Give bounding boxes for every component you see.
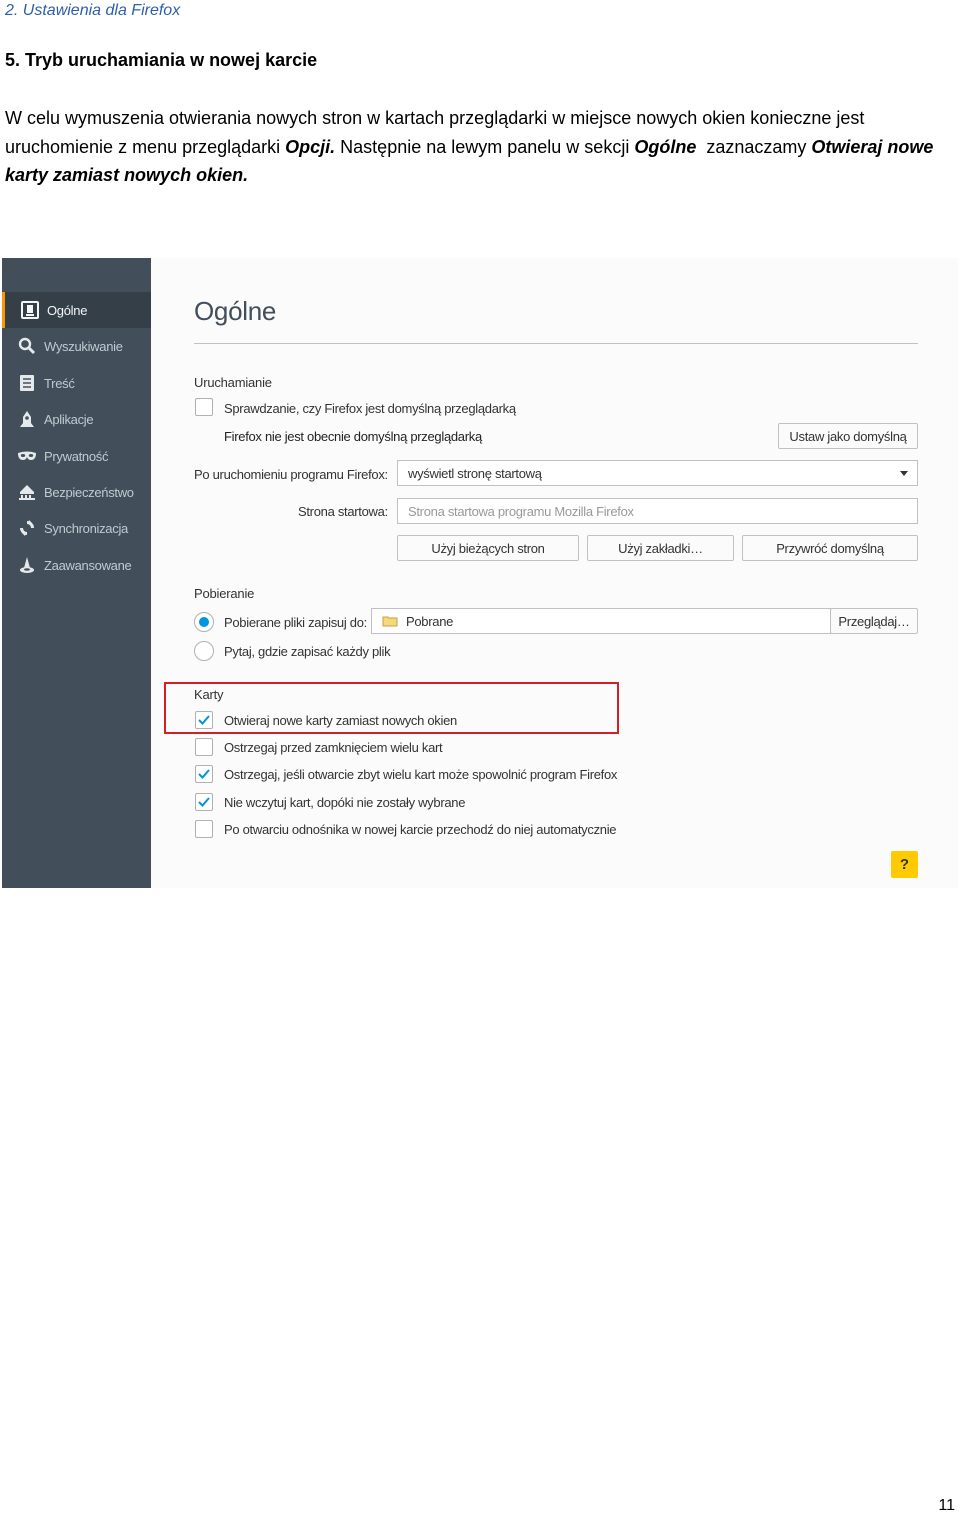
not-default-text: Firefox nie jest obecnie domyślną przeglądarką [224,429,482,444]
pane-title: Ogólne [194,296,277,326]
restore-default-button[interactable]: Przywróć domyślną [742,535,918,561]
sidebar-item-privacy[interactable] [2,438,151,474]
on-start-value: wyświetl stronę startową [408,465,542,481]
sidebar-item-advanced[interactable] [2,547,151,583]
emphasis-otwieraj: Otwieraj nowe karty zamiast nowych okien. [5,136,934,185]
homepage-input[interactable] [397,498,918,524]
startup-heading: Uruchamianie [194,375,272,390]
on-start-label: Po uruchomieniu programu Firefox: [194,467,388,482]
sidebar-item-security[interactable] [2,474,151,510]
ask-each-file-label: Pytaj, gdzie zapisać każdy plik [224,644,391,659]
tab-option-label: Ostrzegaj, jeśli otwarcie zbyt wielu kart może spowolnić program Firefox [224,767,618,782]
save-to-label: Pobierane pliki zapisuj do: [224,615,367,630]
set-default-button[interactable]: Ustaw jako domyślną [778,423,918,449]
save-to-radio[interactable] [194,612,214,632]
tab-option-checkbox[interactable] [195,738,213,756]
tab-option-checkbox[interactable] [195,765,213,783]
options-sidebar [2,258,151,888]
folder-icon [382,615,398,627]
privacy-mask-icon [16,445,38,467]
page-number: 11 [938,1497,955,1514]
ask-each-file-radio[interactable] [194,641,214,661]
tab-option-label: Nie wczytuj kart, dopóki nie zostały wybrane [224,795,466,810]
instruction-paragraph: W celu wymuszenia otwierania nowych stron w kartach przeglądarki w miejsce nowych okien konieczne jest uruchomienie z menu przeglądarki Opcji. Następnie na lewym panelu w sekcji Ogólne zaznaczamy Otwieraj nowe karty zamiast nowych okien. [5,108,934,185]
general-icon [19,299,41,321]
sidebar-item-label: Synchronizacja [44,520,128,536]
tab-option-label: Otwieraj nowe karty zamiast nowych okien [224,713,457,728]
use-bookmark-button[interactable]: Użyj zakładki… [587,535,734,561]
title-divider [194,343,918,344]
advanced-icon [16,554,38,576]
sidebar-item-sync[interactable] [2,510,151,546]
sidebar-item-label: Wyszukiwanie [44,338,123,354]
chevron-down-icon [900,471,908,476]
emphasis-ogolne: Ogólne [634,136,697,157]
sidebar-item-applications[interactable] [2,401,151,437]
on-start-dropdown[interactable] [397,460,918,486]
download-folder-value: Pobrane [406,613,454,629]
browse-button[interactable]: Przeglądaj… [830,608,918,634]
check-default-label: Sprawdzanie, czy Firefox jest domyślną przeglądarką [224,401,516,416]
sidebar-item-label: Zaawansowane [44,557,132,573]
options-pane [151,258,958,888]
sidebar-item-label: Aplikacje [44,411,94,427]
check-default-checkbox[interactable] [195,398,213,416]
checkmark-icon [198,768,210,780]
sidebar-item-label: Treść [44,375,75,391]
sidebar-item-content[interactable] [2,365,151,401]
tab-option-label: Ostrzegaj przed zamknięciem wielu kart [224,740,443,755]
homepage-placeholder: Strona startowa programu Mozilla Firefox [408,503,634,519]
downloads-heading: Pobieranie [194,586,255,601]
content-icon [16,372,38,394]
download-folder-field[interactable] [371,608,831,634]
highlight-frame [164,682,619,734]
emphasis-opcji: Opcji. [285,136,336,157]
search-icon [16,335,38,357]
tab-option-label: Po otwarciu odnośnika w nowej karcie przechodź do niej automatycznie [224,822,617,837]
sync-icon [16,517,38,539]
tabs-heading: Karty [194,687,224,702]
firefox-options-screenshot [2,258,958,888]
document-header: 2. Ustawienia dla Firefox [5,2,181,19]
checkmark-icon [198,796,210,808]
homepage-label: Strona startowa: [298,504,388,519]
sidebar-item-general[interactable] [2,292,151,328]
applications-icon [16,408,38,430]
help-button[interactable]: ? [891,851,918,878]
sidebar-item-label: Ogólne [47,302,88,318]
sidebar-item-label: Prywatność [44,448,109,464]
section-title: 5. Tryb uruchamiania w nowej karcie [5,50,318,70]
tab-option-checkbox[interactable] [195,820,213,838]
tab-option-checkbox[interactable] [195,793,213,811]
sidebar-item-label: Bezpieczeństwo [44,484,134,500]
security-icon [16,481,38,503]
use-current-pages-button[interactable]: Użyj bieżących stron [397,535,579,561]
sidebar-item-search[interactable] [2,328,151,364]
